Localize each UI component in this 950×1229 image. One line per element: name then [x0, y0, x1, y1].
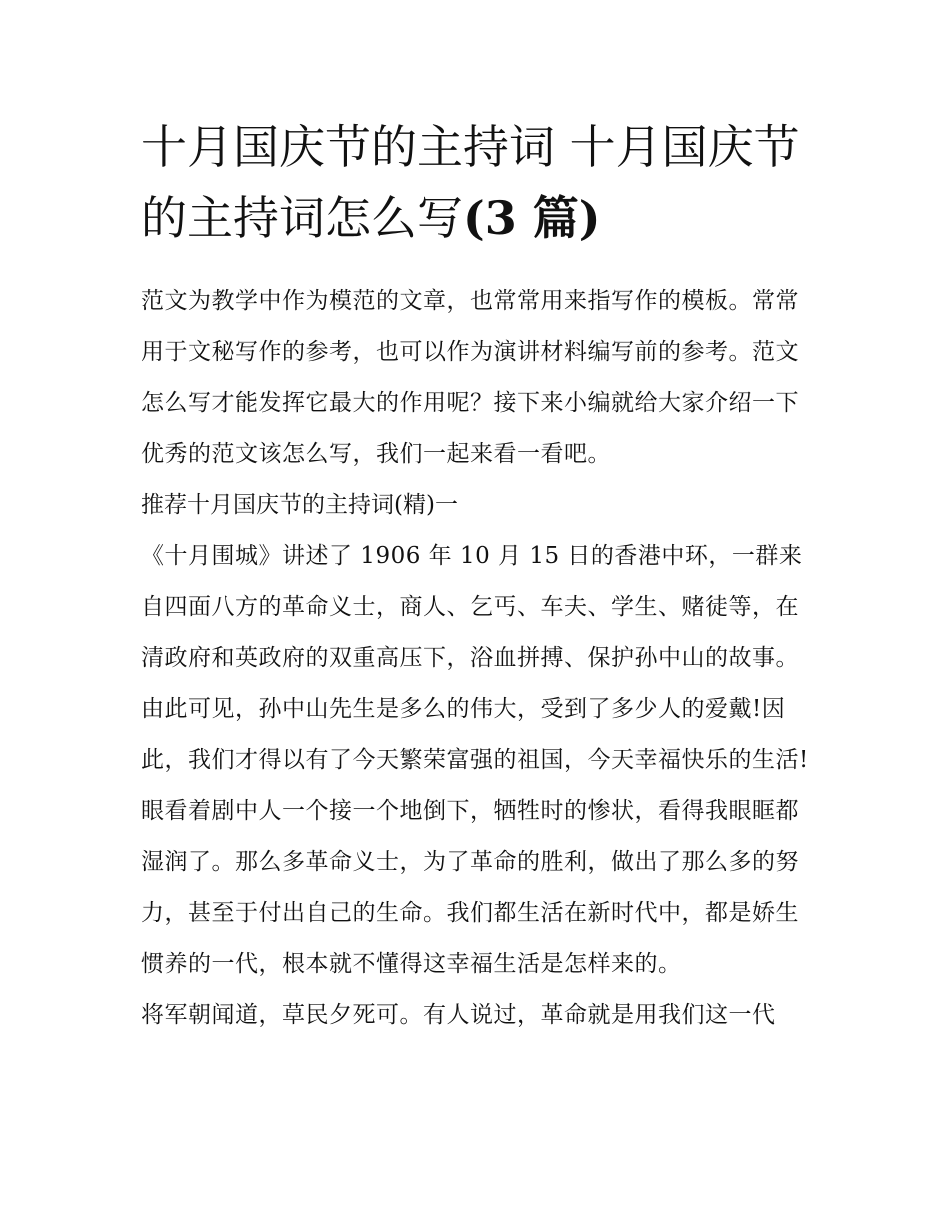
document-page	[141, 112, 813, 1041]
intro-paragraph: 范文为教学中作为模范的文章，也常常用来指写作的模板。常常用于文秘写作的参考，也可以作为演讲材料编写前的参考。范文怎么写才能发挥它最大的作用呢？接下来小编就给大家介绍一下优秀的范文该怎么写，我们一起来看一看吧。	[141, 288, 799, 467]
body-paragraph: 《十月围城》讲述了 1906 年 10 月 15 日的香港中环，一群来自四面八方的革命义士，商人、乞丐、车夫、学生、赌徒等，在清政府和英政府的双重高压下，浴血拼搏、保护孙中山的故事。由此可见，孙中山先生是多么的伟大，受到了多少人的爱戴!因此，我们才得以有了今天繁荣富强的祖国，今天幸福快乐的生活!	[141, 543, 809, 773]
section-heading: 推荐十月国庆节的主持词(精)一	[141, 492, 458, 518]
document-title	[141, 112, 813, 254]
title-text: 十月国庆节的主持词 十月国庆节的主持词怎么写	[141, 120, 800, 245]
body-paragraph: 将军朝闻道，草民夕死可。有人说过，革命就是用我们这一代	[141, 1002, 776, 1028]
body-paragraph: 眼看着剧中人一个接一个地倒下，牺牲时的惨状，看得我眼眶都湿润了。那么多革命义士，为了革命的胜利，做出了那么多的努力，甚至于付出自己的生命。我们都生活在新时代中，都是娇生惯养的一代，根本就不懂得这幸福生活是怎样来的。	[141, 798, 799, 977]
title-count: (3 篇)	[463, 191, 601, 245]
